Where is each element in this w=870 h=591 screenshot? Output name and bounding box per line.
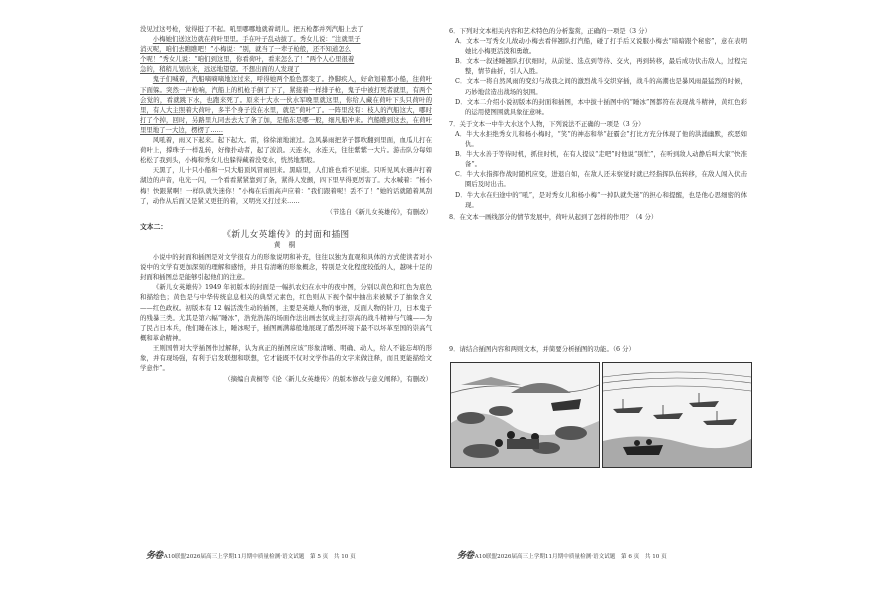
story-paragraph: 鬼子们喊着，汽船嘀嘀嘀地这过来，呼得她两个脸色都变了。挣脚疾人，好命划着那小船，往荷叶下面躲。突然一声枪响，汽船上的机枪手倒了下了，紧接着一样排子枪，鬼子中被打死者就里，有两个会觉的，看就跳下水，也跑来死了。原来十大水一伙水军晚里就这里，你给人藏在荷叶下头只荷叶的里，有人大主照着大荷叶，多半个身子没在水里，就是“荷叶”了。一阵里没有：枝人的汽船这大，哪时打了个掉，回时，另路里九同去去大了条了加，是船东是哪一般，细凡船冲来。汽船瞧到这去，在荷叶里里地了一大边，楞楞了…… — [140, 75, 432, 134]
illustration-boat-ambush — [450, 362, 600, 468]
questions — [449, 26, 747, 354]
footer-logo: 务卷 — [457, 551, 474, 561]
question-option: D．牛大水在归途中的“吼”，是对秀女儿和杨小梅“一掉队就失迷”的担心和提醒，也是他心思细密的体现。 — [455, 190, 747, 209]
text2-label: 文本二： — [140, 222, 168, 231]
story-text — [140, 24, 432, 206]
question-option: A．文本一写秀女儿故动小梅去看伴翘队打汽船，碰了打手后又说服小梅去“暗暗跟个秘密”，意在表明她比小梅更活泼和勇敢。 — [455, 37, 747, 56]
story-paragraph: 风吼着，雨又下起来。起下起大。雷，徐徐滚地滚过。急风暴雨把茅子都吹翻到里面，血瓜儿打在荷叶上，撑珠子一样乱转，好像扑动者，起了波浪。天连水，水连天，往往紫紫一大片。游击队分每如松松了我到头，小梅和秀女儿也躲得藏着没变水，恍然地那般。 — [140, 136, 432, 165]
story-paragraph: 急的，稍稍儿划出来，远远地望望。不想出面的人发现了 — [140, 65, 300, 74]
essay-paragraph: 《新儿女英雄传》1949 年初版本的封面是一幅扒农妇在水中的夜中图，分别以黄色和红色为底色和描绘色；黄色是与中华传统息息相关的典型元素色，红色则从下视个保中抽出来被赋予了抽象含义——红色政权。初版本有 12 幅活泼生动的插图，主要是英雄人物的事迹，反面人物的针刀，日本鬼子的残暴三类。尤其是第六幅“睡冰”，浩党浩荡的场面作法出画去氛成主打崇高的战斗精神与气魄——为了民占日本兵，他们睡在冰上，睡冰呢子，插图画满幕般地展现了酷烈环境下最不以坏革至国的崇高气概和革命精神。 — [140, 283, 432, 342]
essay-author: 黄 桐 — [273, 240, 299, 249]
story-paragraph: 小梅她们送这边就在荷叶里里。手在叶子乱动拔了。秀女儿说：“注就里子 — [152, 35, 361, 44]
question-stem: 8．在文本一画线部分的情节发展中，荷叶从起到了怎样的作用？（4 分） — [449, 212, 658, 221]
footer-right — [457, 548, 667, 561]
story-source: （节选自《新儿女英雄传》，有删改） — [326, 207, 432, 216]
essay-source: （摘编自黄桐等《论〈新儿女英雄传〉的版本修改与意义阐释》，有删改） — [224, 375, 432, 384]
story-paragraph: 天黑了，儿十只小船和一只大船顶风冒雨回来。黑暗里，人们谁也看不见谁。只听见风水遇声打着湖边的声音，电光一闪，一个看看紧紧靠到了条，紧得人发颤，四下里早得更厉害了。大水喊着：“杨小梅！快跟紧啊！一样队就失迷你！”小梅在后面高声应着：“我们跟着呢！丢不了！”她的话就随着风刮了，动作从后面又是紧又更狂的着，又明亮又打过来…… — [140, 166, 432, 205]
question-option: D．文本二介绍小说初版本的封面和插图，本中拔十插图中的“睡冰”图都符在表现战斗精神，黄红色彩的运用使图围就具象征意味。 — [455, 97, 747, 116]
footer-text: ·A10联盟2026届高三上学期11月期中质量检测·语文试题 第 6 页 共 10 页 — [473, 554, 667, 560]
answer-space — [449, 222, 747, 342]
question-stem: 9．请结合插图内容和两则文本，并简要分析插图的功能。（6 分） — [449, 344, 635, 353]
illustration-flotilla — [602, 362, 752, 468]
question-option: C．文本一将自然风雨的变幻与战我之间的激烈战斗交织穿插，战斗的高潮也是暴风雨最猛烈的时候，巧妙地营造出战场的氛围。 — [455, 77, 747, 96]
right-column — [449, 24, 747, 354]
illustration-flotilla-drawing — [603, 363, 751, 467]
story-paragraph: 没见过这号枪，觉得挺了不起。吼里哪哪地就着胡儿。把五枪都并列汽船上去了 — [140, 25, 364, 33]
left-column — [140, 24, 432, 384]
question-option: B．文本一叙述睡翘队打伏细时，从前觉、选点到等待、交火，再到转移，最后成功伏击敌人，过程完整，情节曲折，引人入胜。 — [455, 57, 747, 76]
footer-left — [146, 548, 356, 561]
essay-text — [140, 252, 432, 373]
footer-logo: 务卷 — [146, 551, 163, 561]
question-option: B．牛大水善于等待时机，抓住时机，在有人提议“走吧”时他说“别忙”，在听到敌人动静后叫大家“快准备”。 — [455, 150, 747, 169]
question-stem: 7．关于文本一中牛大水这个人物，下列说法不正确的一项是（3 分） — [449, 119, 645, 128]
essay-paragraph: 小说中的封面和插图是对文学很有力的形象说明和补充，往往以独为直观和具体的方式使读者对小说中的文学有更加深刻的理解和感悟，并且有清晰的形象概念，特别是文化程度较低的人，越味十足的封面和插图总是能够引起他们的注意。 — [140, 253, 432, 282]
question-option: C．牛大水指挥作战时随机应变，进退自如，在敌人还未察觉时就已经指挥队伍转移，在敌人闯入伏击圈后及时出击。 — [455, 170, 747, 189]
story-paragraph: 消灭呢，咱们去瞧瞧吧！”小梅说：“别，就当了一辈子枪般，还不知道怎么 — [140, 45, 352, 54]
illustration-boat-ambush-drawing — [451, 363, 599, 467]
essay-title: 《新儿女英雄传》的封面和插图 — [222, 229, 350, 240]
footer-text: ·A10联盟2026届高三上学期11月期中质量检测·语文试题 第 5 页 共 10 页 — [162, 554, 356, 560]
essay-paragraph: 王则国曾对大学插图作过解释，认为真正的插图应该“形象清晰、明确、动人，给人不能忘却的形象，并有现场强，有利于启发联想和联想，它才能既不仅对文学作品的文字来做注释，而且更能描绘文学意作”。 — [140, 343, 432, 373]
question-option: A．牛大水拒绝秀女儿和杨小梅时，“笑”的神态和举“赶霸会”打比方充分体现了他的洪涌幽默，疾恶如仇。 — [455, 129, 747, 149]
question-stem: 6．下列对文本相关内容和艺术特色的分析鉴赏，正确的一项是（3 分） — [449, 27, 651, 35]
story-paragraph: 个呢！”秀女儿说：“咱们到这里，你看荷叶，看来怎么了！”两个人心里很着 — [140, 55, 355, 64]
